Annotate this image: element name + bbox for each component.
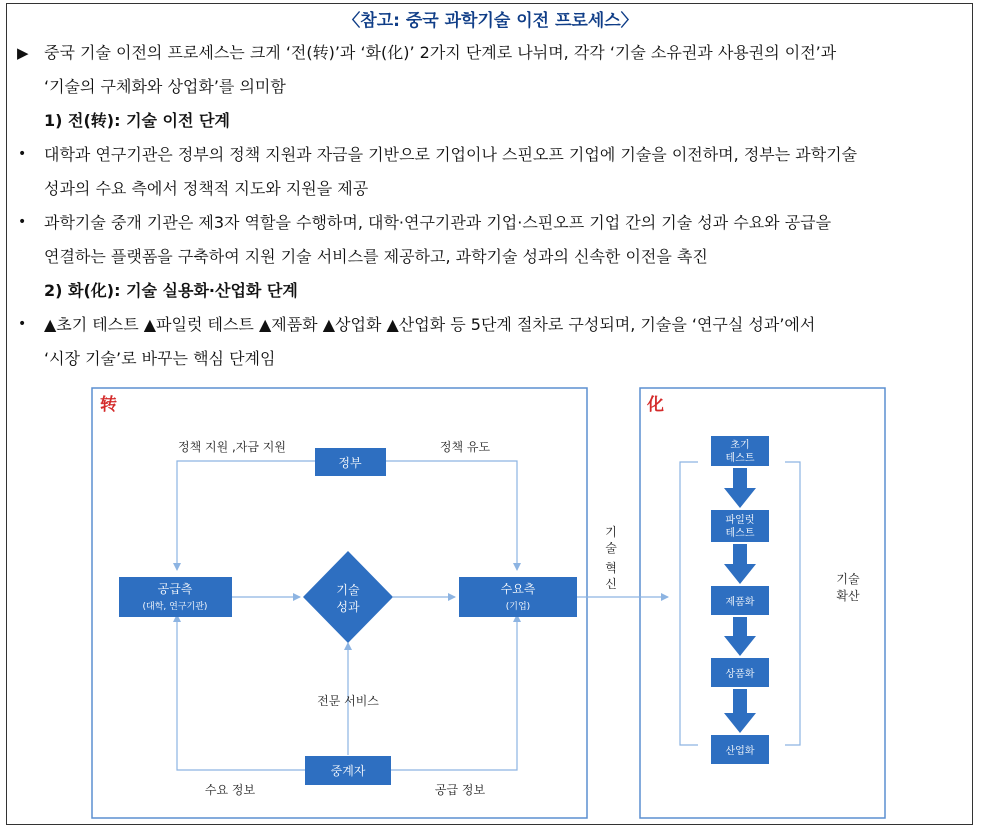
step-label: 테스트 xyxy=(725,453,755,464)
section2-heading: 2) 화(化): 기술 실용화·산업화 단계 xyxy=(44,281,298,300)
demand-side-title: 수요측 xyxy=(500,582,536,596)
demand-info-line xyxy=(177,615,305,770)
page-title: 〈참고: 중국 과학기술 이전 프로세스〉 xyxy=(343,11,638,31)
section1-bullet1-line1: 대학과 연구기관은 정부의 정책 지원과 자금을 기반으로 기업이나 스핀오프 기업에 기술을 이전하며, 정부는 과학기술 xyxy=(44,145,858,164)
step-label: 산업화 xyxy=(725,746,755,757)
supply-side-title: 공급측 xyxy=(157,582,193,596)
left-bracket xyxy=(680,462,698,745)
core-label-1: 기술 xyxy=(336,583,360,597)
bullet-icon: • xyxy=(18,146,27,162)
right-bracket xyxy=(785,462,800,745)
section1-bullet1-line2: 성과의 수요 측에서 정책적 지도와 지원을 제공 xyxy=(44,179,369,198)
section1-heading: 1) 전(转): 기술 이전 단계 xyxy=(44,111,230,130)
transfer-tag: 转 xyxy=(100,395,117,415)
down-arrow-icon xyxy=(724,617,756,656)
policy-support-line xyxy=(177,461,315,570)
core-label-2: 성과 xyxy=(336,600,360,614)
step-label: 상품화 xyxy=(725,669,755,680)
commercialization-tag: 化 xyxy=(647,395,664,415)
innovation-label-char: 기 xyxy=(605,525,617,539)
step-label: 파일럿 xyxy=(725,515,755,526)
step-label: 제품화 xyxy=(725,597,755,608)
section1-bullet2-line1: 과학기술 중개 기관은 제3자 역할을 수행하며, 대학·연구기관과 기업·스핀오프 기업 간의 기술 성과 수요와 공급을 xyxy=(44,213,832,232)
step-label: 테스트 xyxy=(725,528,755,539)
demand-side-subtitle: (기업) xyxy=(505,602,531,612)
bullet-icon: • xyxy=(18,214,27,230)
bullet-icon: • xyxy=(18,316,27,332)
section1-bullet2-line2: 연결하는 플랫폼을 구축하여 지원 기술 서비스를 제공하고, 과학기술 성과의 신속한 이전을 촉진 xyxy=(44,247,708,266)
diffusion-label-2: 확산 xyxy=(836,589,860,603)
supply-side-subtitle: (대학, 연구기관) xyxy=(142,602,208,612)
innovation-label-char: 혁 xyxy=(605,561,617,575)
intro-line-1: 중국 기술 이전의 프로세스는 크게 ‘전(转)’과 ‘화(化)’ 2가지 단계로 나뉘며, 각각 ‘기술 소유권과 사용권의 이전’과 xyxy=(44,43,837,62)
down-arrow-icon xyxy=(724,468,756,508)
supply-info-line xyxy=(391,615,517,770)
step-label: 초기 xyxy=(730,440,750,451)
down-arrow-icon xyxy=(724,544,756,584)
expert-service-label: 전문 서비스 xyxy=(317,694,379,708)
policy-guide-label: 정책 유도 xyxy=(439,440,491,454)
demand-info-label: 수요 정보 xyxy=(204,783,256,797)
broker-label: 중계자 xyxy=(330,764,366,778)
tech-outcome-diamond xyxy=(303,551,393,643)
innovation-label-char: 술 xyxy=(605,541,617,555)
government-label: 정부 xyxy=(338,456,362,470)
diffusion-label-1: 기술 xyxy=(836,572,860,586)
triangle-marker-icon: ▶ xyxy=(17,44,29,62)
policy-support-label: 정책 지원 ,자금 지원 xyxy=(178,440,286,454)
supply-info-label: 공급 정보 xyxy=(434,783,486,797)
section2-bullet1-line2: ‘시장 기술’로 바꾸는 핵심 단계임 xyxy=(44,349,276,368)
intro-line-2: ‘기술의 구체화와 상업화’를 의미함 xyxy=(44,77,286,96)
innovation-label-char: 신 xyxy=(605,577,617,591)
down-arrow-icon xyxy=(724,689,756,733)
policy-guide-line xyxy=(386,461,517,570)
section2-bullet1-line1: ▲초기 테스트 ▲파일럿 테스트 ▲제품화 ▲상업화 ▲산업화 등 5단계 절차로 구성되며, 기술을 ‘연구실 성과’에서 xyxy=(44,315,816,334)
